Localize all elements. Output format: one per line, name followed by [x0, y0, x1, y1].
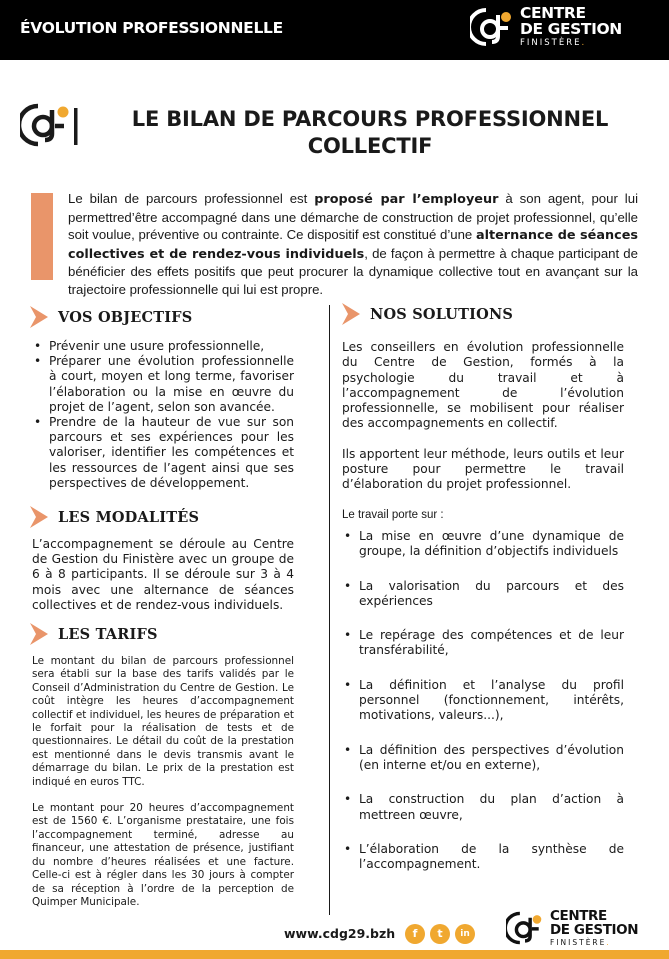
intro-paragraph — [68, 190, 638, 298]
twitter-icon[interactable]: t — [430, 924, 450, 944]
section-heading-objectifs — [30, 306, 192, 328]
column-divider — [329, 305, 330, 915]
intro-bold: proposé par l’employeur — [314, 192, 499, 207]
list-item: • L’élaboration de la synthèse de l’accompagnement. — [342, 842, 624, 873]
list-item: • La définition et l’analyse du profil personnel (fonctionnement, intérêts, motivations, valeurs...), — [342, 678, 624, 724]
list-item: • Préparer une évolution professionnelle à court, moyen et long terme, favoriser l’élaboration ou la mise en œuvre du projet de l’agent, selon son avancée. — [32, 354, 294, 415]
section-heading-solutions — [342, 303, 513, 325]
logo-line-3: FINISTÈRE — [520, 38, 582, 49]
cdg-logo-mark-icon — [506, 910, 544, 946]
linkedin-icon[interactable]: in — [455, 924, 475, 944]
cdg-logo-mark-icon — [20, 100, 92, 148]
logo-line-2: DE GESTION — [550, 921, 639, 938]
intro-accent-bar — [31, 193, 53, 280]
section-heading-modalites — [30, 506, 199, 528]
modalites-text: L’accompagnement se déroule au Centre de Gestion du Finistère avec un groupe de 6 à 8 participants. Il se déroule sur 3 à 4 mois avec une alternance de séances collectives et de rendez-vous individuels. — [32, 537, 294, 612]
tarifs-paragraph: Le montant du bilan de parcours professionnel sera établi sur la base des tarifs validés par le Conseil d’Administration du Centre de Gestion. Le coût intègre les heures d’accompagnement collectif et individuel, les heures de préparation et le forfait pour la réalisation de tests et de questionnaires. Le détail du coût de la prestation est mentionné dans le devis transmis avant le démarrage du bilan. Le prix de la prestation est indiqué en euros TTC. — [32, 655, 295, 788]
section-title: NOS SOLUTIONS — [370, 305, 514, 323]
logo-line-2: DE GESTION — [520, 19, 622, 38]
chevron-right-icon — [30, 306, 48, 328]
chevron-right-icon — [30, 623, 48, 645]
top-banner — [0, 0, 669, 60]
list-item: • La définition des perspectives d’évolution (en interne et/ou en externe), — [342, 743, 624, 774]
solutions-paragraph: Le travail porte sur : — [342, 508, 444, 521]
chevron-right-icon — [30, 506, 48, 528]
intro-text: à son agent, pour lui permettred’être accompagné dans une démarche de construction de projet professionnel, qu’elle soit voulue, préventive ou contrainte. Ce dispositif est constitué d’une — [68, 191, 639, 242]
category-title: ÉVOLUTION PROFESSIONNELLE — [20, 19, 283, 37]
solutions-paragraph: Les conseillers en évolution professionnelle du Centre de Gestion, formés à la psychologie du travail et à l’accompagnement de l’évolution professionnelle, se mobilisent pour réaliser des accompagnements en collectif. — [342, 340, 624, 431]
cdg-logo-footer: CENTRE DE GESTION FINISTÈRE. — [506, 910, 638, 947]
list-item: • Le repérage des compétences et de leur transférabilité, — [342, 628, 624, 659]
chevron-right-icon — [342, 303, 360, 325]
cdg-logo-header: CENTRE DE GESTION FINISTÈRE. — [470, 6, 622, 48]
intro-bold: alternance de séances collectives et de rendez-vous individuels — [68, 228, 638, 262]
logo-line-1: CENTRE — [550, 908, 607, 924]
intro-text: , de façon à permettre à chaque participant de bénéficier des effets positifs que peut procurer la dynamique collective tout en avançant sur la trajectoire professionnelle qui lui est propre. — [68, 245, 638, 297]
logo-line-1: CENTRE — [520, 4, 586, 23]
list-item: • La construction du plan d’action à mettreen œuvre, — [342, 792, 624, 823]
section-heading-tarifs — [30, 623, 158, 645]
section-title: VOS OBJECTIFS — [58, 308, 193, 326]
page-title-line-1: LE BILAN DE PARCOURS PROFESSIONNEL — [131, 107, 609, 131]
tarifs-text — [32, 655, 294, 909]
logo-line-3: FINISTÈRE — [550, 938, 607, 947]
objectifs-list — [32, 339, 294, 491]
footer-accent-bar — [0, 950, 669, 959]
website-link[interactable]: www.cdg29.bzh — [284, 926, 396, 941]
solutions-list — [342, 529, 624, 891]
cdg-logo-mark-icon — [470, 6, 514, 48]
list-item: • La mise en œuvre d’une dynamique de groupe, la définition d’objectifs individuels — [342, 529, 624, 560]
section-title: LES TARIFS — [58, 625, 158, 643]
list-item: • Prévenir une usure professionnelle, — [32, 339, 294, 354]
solutions-text — [342, 340, 624, 538]
section-title: LES MODALITÉS — [58, 508, 200, 526]
list-item: • Prendre de la hauteur de vue sur son parcours et ses expériences pour les valoriser, identifier les compétences et les ressources de l’agent ainsi que ses perspectives de développement. — [32, 415, 294, 491]
list-item: • La valorisation du parcours et des expériences — [342, 579, 624, 610]
solutions-paragraph: Ils apportent leur méthode, leurs outils et leur posture pour permettre le travail d’élaboration du projet professionnel. — [342, 446, 624, 492]
page-title-line-2: COLLECTIF — [307, 134, 433, 158]
facebook-icon[interactable]: f — [405, 924, 425, 944]
page-title — [100, 106, 640, 160]
intro-text: Le bilan de parcours professionnel est — [68, 191, 315, 206]
tarifs-paragraph: Le montant pour 20 heures d’accompagnement est de 1560 €. L’organisme prestataire, une fois l’accompagnement terminé, adresse au financeur, une attestation de présence, justifiant du nombre d’heures réalisées et une facture. Celle-ci est à régler dans les 30 jours à compter de sa réception à l’ordre de la perception de Quimper Municipale. — [32, 802, 294, 908]
